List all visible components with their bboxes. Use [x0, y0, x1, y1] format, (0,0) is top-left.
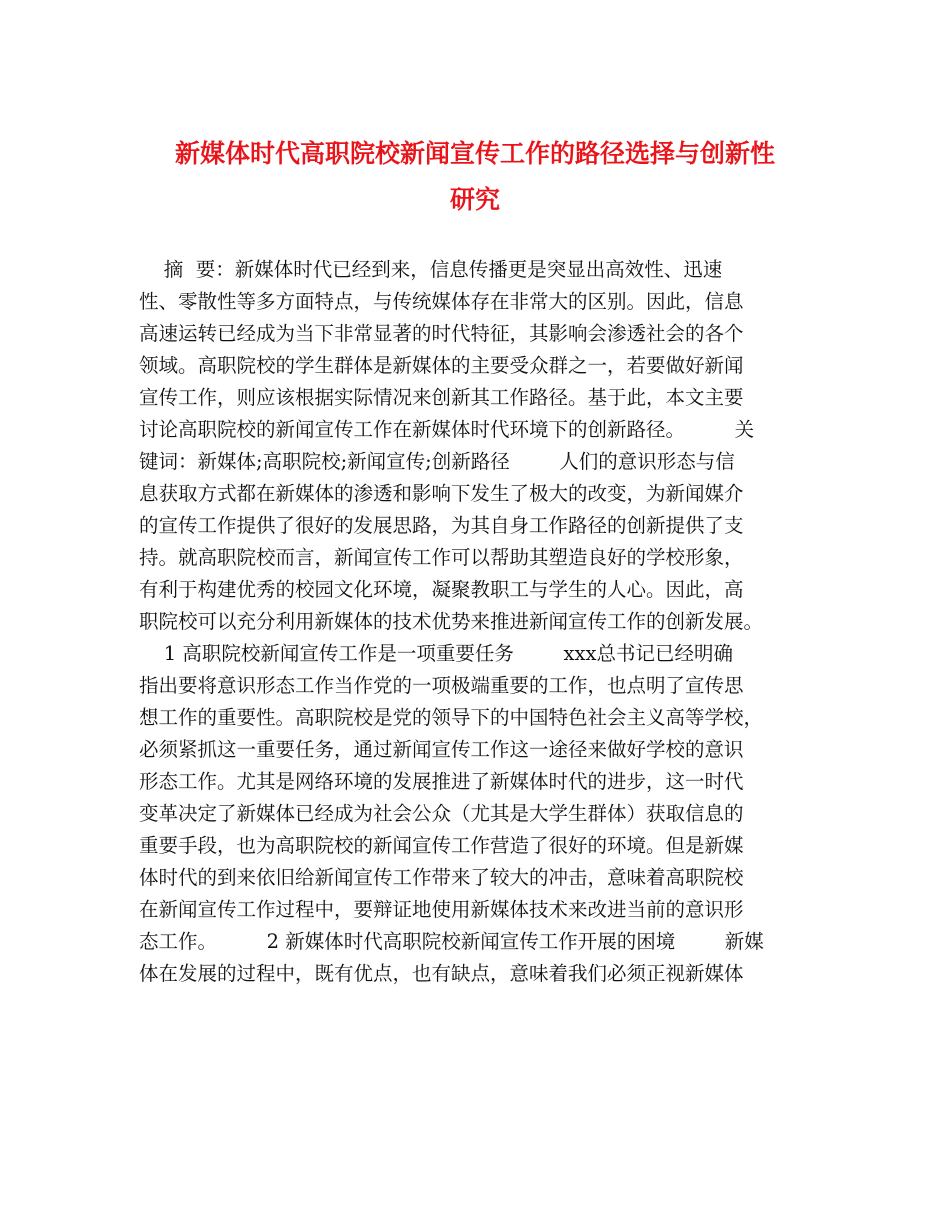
body-line: 指出要将意识形态工作当作党的一项极端重要的工作，也点明了宣传思	[139, 674, 744, 697]
document-title-line-1: 新媒体时代高职院校新闻宣传工作的路径选择与创新性	[174, 139, 775, 168]
body-line: 有利于构建优秀的校园文化环境，凝聚教职工与学生的人心。因此，高	[139, 578, 744, 601]
document-title-line-2: 研究	[449, 185, 500, 214]
body-line: 高速运转已经成为当下非常显著的时代特征，其影响会渗透社会的各个	[139, 322, 744, 345]
body-line: 持。就高职院校而言，新闻宣传工作可以帮助其塑造良好的学校形象，	[139, 546, 744, 569]
body-line: 在新闻宣传工作过程中，要辩证地使用新媒体技术来改进当前的意识形	[139, 898, 744, 921]
body-line: 的宣传工作提供了很好的发展思路，为其自身工作路径的创新提供了支	[139, 514, 744, 537]
body-line: 想工作的重要性。高职院校是党的领导下的中国特色社会主义高等学校，	[139, 706, 764, 729]
body-line: 职院校可以充分利用新媒体的技术优势来推进新闻宣传工作的创新发展。	[139, 610, 764, 633]
body-line: 体时代的到来依旧给新闻宣传工作带来了较大的冲击，意味着高职院校	[139, 866, 744, 889]
body-line: 宣传工作，则应该根据实际情况来创新其工作路径。基于此，本文主要	[139, 386, 744, 409]
body-line: 摘 要：新媒体时代已经到来，信息传播更是突显出高效性、迅速	[139, 258, 723, 281]
body-line: 领域。高职院校的学生群体是新媒体的主要受众群之一，若要做好新闻	[139, 354, 744, 377]
body-line: 体在发展的过程中，既有优点，也有缺点，意味着我们必须正视新媒体	[139, 962, 744, 985]
body-line: 重要手段，也为高职院校的新闻宣传工作营造了很好的环境。但是新媒	[139, 834, 744, 857]
body-line: 必须紧抓这一重要任务，通过新闻宣传工作这一途径来做好学校的意识	[139, 738, 744, 761]
body-line: 讨论高职院校的新闻宣传工作在新媒体时代环境下的创新路径。 关	[139, 418, 755, 441]
body-line: 性、零散性等多方面特点，与传统媒体存在非常大的区别。因此，信息	[139, 290, 744, 313]
body-line: 变革决定了新媒体已经成为社会公众（尤其是大学生群体）获取信息的	[139, 802, 744, 825]
body-line: 形态工作。尤其是网络环境的发展推进了新媒体时代的进步，这一时代	[139, 770, 744, 793]
body-line: 1 高职院校新闻宣传工作是一项重要任务 xxx总书记已经明确	[139, 642, 733, 665]
body-line: 息获取方式都在新媒体的渗透和影响下发生了极大的改变，为新闻媒介	[139, 482, 744, 505]
body-line: 键词：新媒体;高职院校;新闻宣传;创新路径 人们的意识形态与信	[139, 450, 735, 473]
body-line: 态工作。 2 新媒体时代高职院校新闻宣传工作开展的困境 新媒	[139, 930, 764, 953]
